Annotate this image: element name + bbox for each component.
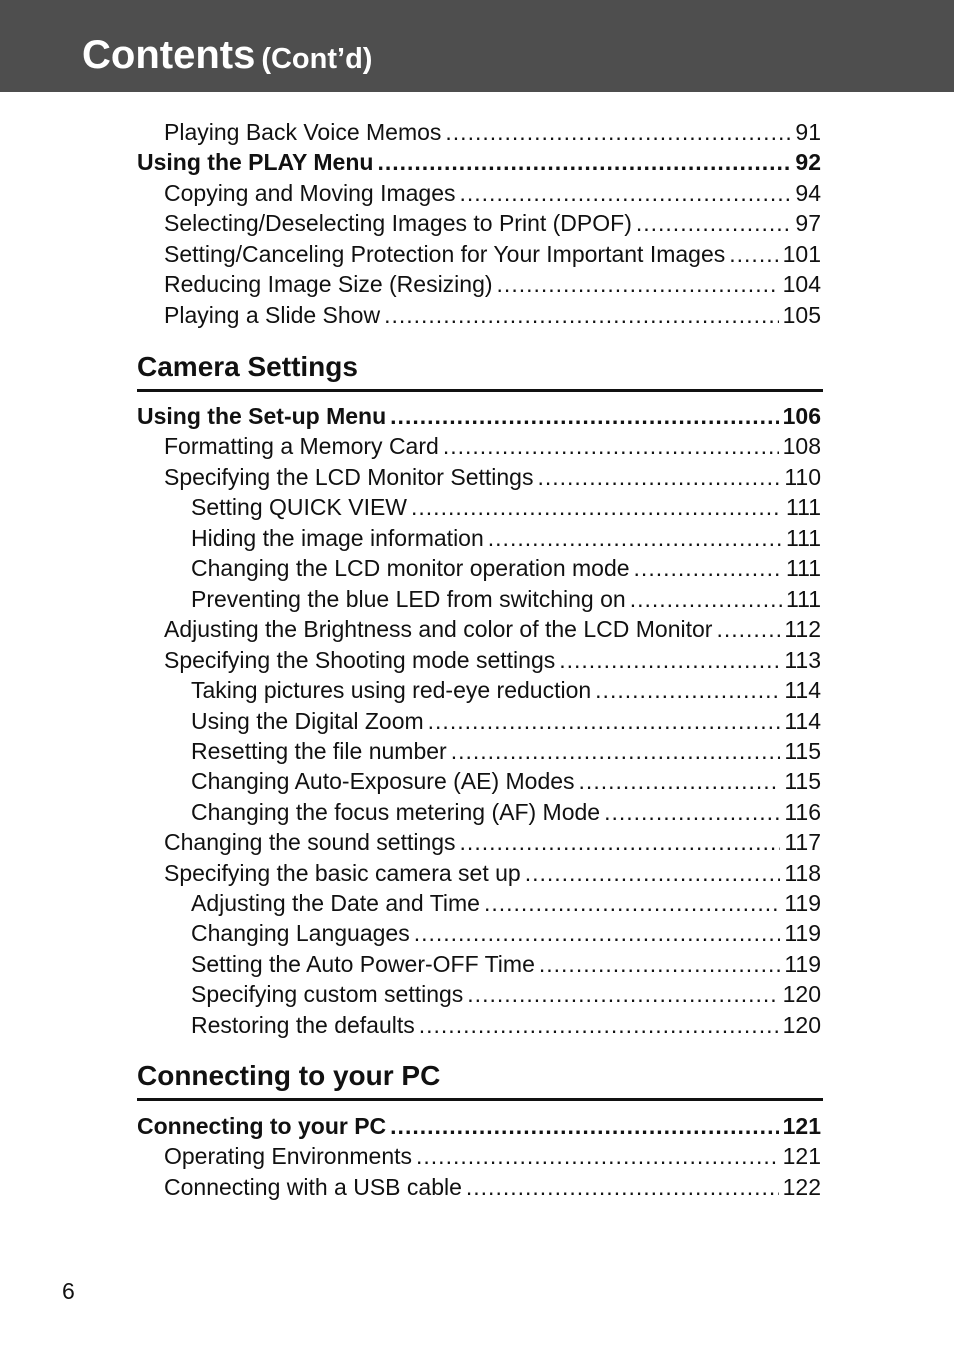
toc-entry-page: 106: [782, 403, 821, 429]
toc-entry-page: 111: [786, 555, 821, 581]
dot-leader: [414, 918, 781, 948]
toc-entry-label: Setting/Canceling Protection for Your Important Images: [164, 241, 726, 267]
toc-entry-label: Operating Environments: [164, 1143, 413, 1169]
toc-entry[interactable]: [164, 178, 821, 208]
toc-entry-page: 115: [784, 738, 821, 764]
toc-entry[interactable]: [164, 1172, 821, 1202]
title-text: Contents: [82, 33, 256, 77]
toc-entry-label: Using the PLAY Menu: [137, 149, 374, 175]
toc-entry-label: Resetting the file number: [191, 738, 447, 764]
dot-leader: [716, 614, 780, 644]
toc-entry[interactable]: [191, 736, 821, 766]
toc-entry-label: Specifying custom settings: [191, 981, 464, 1007]
toc-entry-page: 115: [784, 768, 821, 794]
toc-entry-label: Formatting a Memory Card: [164, 433, 439, 459]
toc-entry-label: Setting the Auto Power-OFF Time: [191, 951, 535, 977]
section-heading-camera-settings: Camera Settings: [137, 349, 823, 392]
header-bar: [0, 0, 954, 92]
toc-entry-label: Changing the LCD monitor operation mode: [191, 555, 630, 581]
toc-entry-page: 119: [784, 951, 821, 977]
toc-entry-page: 121: [782, 1113, 821, 1139]
toc-entry-page: 105: [782, 302, 821, 328]
dot-leader: [729, 239, 778, 269]
toc-entry[interactable]: [164, 208, 821, 238]
dot-leader: [559, 645, 780, 675]
dot-leader: [428, 706, 781, 736]
dot-leader: [466, 1172, 779, 1202]
toc-entry-page: 118: [784, 860, 821, 886]
toc-entry[interactable]: [164, 614, 821, 644]
toc-entry-page: 97: [795, 210, 821, 236]
toc-entry-page: 119: [784, 920, 821, 946]
toc-entry[interactable]: [164, 858, 821, 888]
dot-leader: [467, 979, 778, 1009]
toc-entry[interactable]: [191, 1010, 821, 1040]
dot-leader: [460, 827, 781, 857]
page-number: 6: [62, 1278, 75, 1304]
dot-leader: [390, 1111, 778, 1141]
toc-entry-page: 113: [784, 647, 821, 673]
dot-leader: [497, 269, 779, 299]
toc-entry-label: Changing Auto-Exposure (AE) Modes: [191, 768, 575, 794]
toc-entry-label: Connecting with a USB cable: [164, 1174, 462, 1200]
toc-entry[interactable]: [137, 1111, 821, 1141]
dot-leader: [460, 178, 792, 208]
dot-leader: [525, 858, 781, 888]
toc-entry[interactable]: [164, 300, 821, 330]
toc-entry[interactable]: [191, 918, 821, 948]
toc-entry[interactable]: [191, 949, 821, 979]
toc-entry-label: Reducing Image Size (Resizing): [164, 271, 493, 297]
toc-entry[interactable]: [164, 1141, 821, 1171]
dot-leader: [451, 736, 781, 766]
dot-leader: [579, 766, 781, 796]
dot-leader: [377, 147, 791, 177]
toc-entry-page: 114: [784, 677, 821, 703]
dot-leader: [595, 675, 780, 705]
toc-entry-label: Adjusting the Date and Time: [191, 890, 480, 916]
toc-entry-page: 117: [784, 829, 821, 855]
toc-entry-page: 120: [782, 981, 821, 1007]
toc-entry[interactable]: [137, 147, 821, 177]
toc-entry[interactable]: [191, 766, 821, 796]
toc-entry-page: 91: [795, 119, 821, 145]
toc-entry-page: 111: [786, 586, 821, 612]
toc-entry-label: Changing Languages: [191, 920, 410, 946]
toc-entry-label: Specifying the basic camera set up: [164, 860, 521, 886]
toc-entry-label: Playing a Slide Show: [164, 302, 381, 328]
toc-entry-page: 122: [782, 1174, 821, 1200]
toc-entry-page: 111: [786, 494, 821, 520]
toc-entry[interactable]: [164, 431, 821, 461]
toc-entry-label: Playing Back Voice Memos: [164, 119, 442, 145]
toc-entry-label: Adjusting the Brightness and color of the LCD Monitor: [164, 616, 713, 642]
toc-entry-label: Restoring the defaults: [191, 1012, 415, 1038]
toc-entry[interactable]: [164, 117, 821, 147]
toc-entry-label: Taking pictures using red-eye reduction: [191, 677, 592, 703]
toc-entry-page: 92: [795, 149, 821, 175]
dot-leader: [539, 949, 780, 979]
title-subtitle: (Cont’d): [261, 43, 373, 75]
toc-entry-page: 94: [795, 180, 821, 206]
toc-entry[interactable]: [191, 675, 821, 705]
toc-entry-page: 112: [784, 616, 821, 642]
toc-entry[interactable]: [191, 523, 821, 553]
toc-entry-page: 111: [786, 525, 821, 551]
toc-entry[interactable]: [191, 706, 821, 736]
dot-leader: [604, 797, 780, 827]
toc-entry-page: 116: [784, 799, 821, 825]
toc-entry[interactable]: [191, 553, 821, 583]
dot-leader: [443, 431, 779, 461]
toc-entry[interactable]: [191, 979, 821, 1009]
toc-entry[interactable]: [164, 645, 821, 675]
toc-entry-label: Changing the focus metering (AF) Mode: [191, 799, 601, 825]
dot-leader: [419, 1010, 779, 1040]
toc-entry-page: 104: [782, 271, 821, 297]
dot-leader: [384, 300, 779, 330]
dot-leader: [484, 888, 780, 918]
toc-entry[interactable]: [164, 462, 821, 492]
dot-leader: [630, 584, 782, 614]
section-heading-connecting: Connecting to your PC: [137, 1058, 823, 1101]
toc-entry-page: 114: [784, 708, 821, 734]
toc-entry-label: Using the Set-up Menu: [137, 403, 387, 429]
toc-entry-label: Preventing the blue LED from switching on: [191, 586, 626, 612]
dot-leader: [634, 553, 782, 583]
toc-entry-label: Using the Digital Zoom: [191, 708, 424, 734]
toc-entry[interactable]: [164, 239, 821, 269]
toc-entry[interactable]: [164, 269, 821, 299]
toc-entry-label: Changing the sound settings: [164, 829, 456, 855]
toc-entry-label: Hiding the image information: [191, 525, 484, 551]
toc-entry-label: Connecting to your PC: [137, 1113, 387, 1139]
toc-entry[interactable]: [191, 797, 821, 827]
toc-entry-label: Setting QUICK VIEW: [191, 494, 408, 520]
dot-leader: [411, 492, 782, 522]
toc-entry[interactable]: [137, 401, 821, 431]
dot-leader: [488, 523, 782, 553]
toc-entry-page: 119: [784, 890, 821, 916]
toc-entry[interactable]: [191, 888, 821, 918]
toc-entry-page: 101: [782, 241, 821, 267]
toc-entry-label: Copying and Moving Images: [164, 180, 456, 206]
toc-entry[interactable]: [164, 827, 821, 857]
toc-entry-label: Specifying the LCD Monitor Settings: [164, 464, 534, 490]
toc-entry-page: 121: [782, 1143, 821, 1169]
toc-entry-page: 108: [782, 433, 821, 459]
toc-entry-label: Specifying the Shooting mode settings: [164, 647, 556, 673]
toc-entry-label: Selecting/Deselecting Images to Print (DPOF): [164, 210, 632, 236]
dot-leader: [416, 1141, 779, 1171]
dot-leader: [445, 117, 791, 147]
dot-leader: [390, 401, 778, 431]
toc-entry-page: 120: [782, 1012, 821, 1038]
dot-leader: [636, 208, 792, 238]
toc-entry-page: 110: [784, 464, 821, 490]
toc-entry[interactable]: [191, 492, 821, 522]
toc-entry[interactable]: [191, 584, 821, 614]
page-title: [82, 30, 372, 84]
dot-leader: [537, 462, 780, 492]
